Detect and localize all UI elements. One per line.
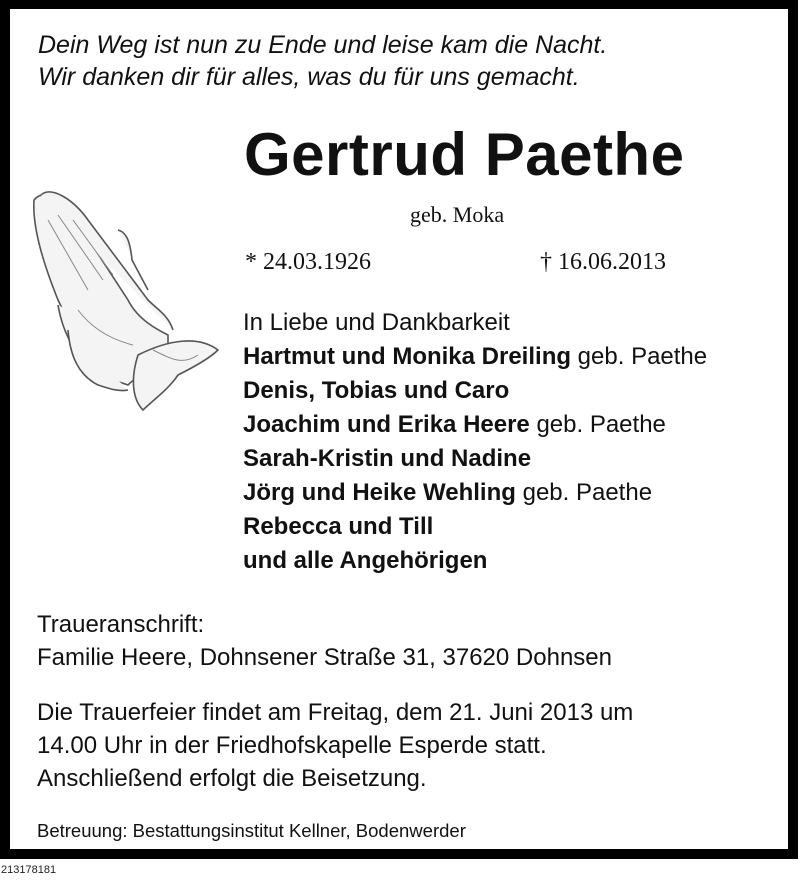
maiden-name: geb. Moka — [410, 202, 505, 227]
mourner-line — [243, 478, 652, 508]
mourner-names: Denis, Tobias und Caro — [243, 377, 510, 404]
mourner-names: Jörg und Heike Wehling — [243, 479, 516, 506]
deceased-name: Gertrud Paethe — [244, 121, 685, 188]
mourner-line — [243, 410, 666, 440]
mourner-names: Joachim und Erika Heere — [243, 411, 530, 438]
address-label: Traueranschrift: — [37, 611, 205, 638]
funeral-care-note: Betreuung: Bestattungsinstitut Kellner, Bodenwerder — [37, 820, 466, 841]
ceremony-line-1: Die Trauerfeier findet am Freitag, dem 21. Juni 2013 um — [37, 699, 634, 726]
ad-id: 213178181 — [1, 864, 57, 876]
intro-text: In Liebe und Dankbarkeit — [243, 309, 510, 336]
mourner-line — [243, 376, 509, 406]
mourner-line — [243, 512, 433, 542]
address-value: Familie Heere, Dohnsener Straße 31, 37620 Dohnsen — [37, 644, 612, 671]
birth-date: * 24.03.1926 — [245, 249, 371, 275]
mourner-suffix: geb. Paethe — [571, 343, 708, 370]
mourner-names: Rebecca und Till — [243, 513, 434, 540]
mourner-names: Sarah-Kristin und Nadine — [243, 445, 532, 472]
verse-line-2: Wir danken dir für alles, was du für uns gemacht. — [38, 63, 580, 91]
death-date: † 16.06.2013 — [540, 249, 666, 275]
mourner-names: Hartmut und Monika Dreiling — [243, 343, 572, 370]
mourner-line — [243, 546, 487, 576]
mourner-names: und alle Angehörigen — [243, 547, 488, 574]
mourner-suffix: geb. Paethe — [529, 411, 666, 438]
praying-hands-icon — [18, 160, 228, 420]
mourner-line — [243, 342, 707, 372]
verse-line-1: Dein Weg ist nun zu Ende und leise kam die Nacht. — [38, 31, 608, 59]
ceremony-line-2: 14.00 Uhr in der Friedhofskapelle Esperde statt. — [37, 732, 547, 759]
mourner-suffix: geb. Paethe — [515, 479, 653, 506]
mourner-line — [243, 444, 531, 474]
ceremony-line-3: Anschließend erfolgt die Beisetzung. — [37, 765, 427, 792]
